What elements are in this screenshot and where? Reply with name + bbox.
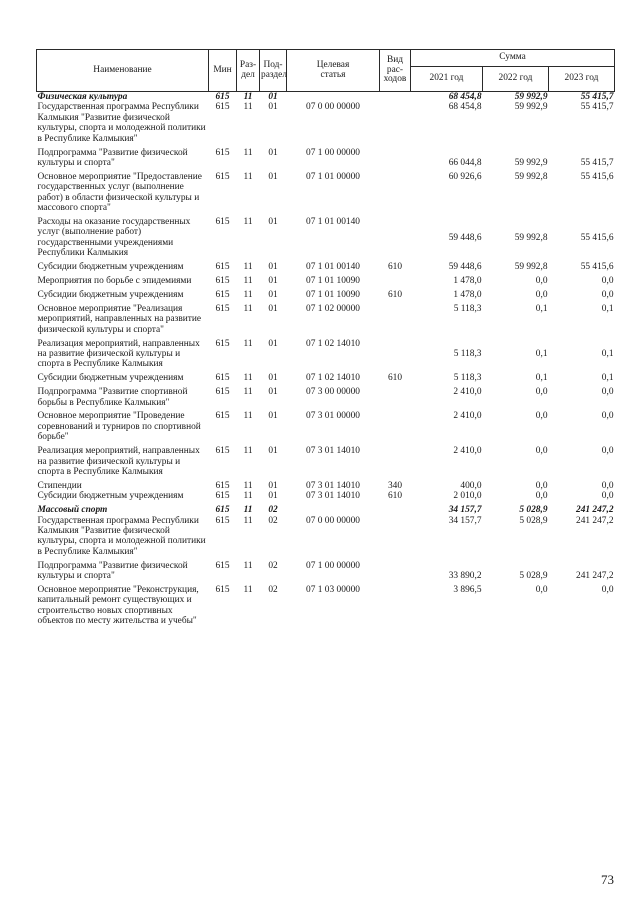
row-target-article: 07 1 02 00000 bbox=[306, 303, 360, 314]
row-sum-2021: 1 478,0 bbox=[453, 289, 482, 300]
row-razdel: 11 bbox=[243, 373, 253, 384]
row-expense-type bbox=[380, 92, 411, 103]
row-target-article: 07 3 01 14010 bbox=[306, 480, 360, 491]
row-sum-2023: 0,0 bbox=[601, 585, 614, 596]
row-ministry: 615 bbox=[215, 387, 230, 398]
row-razdel: 11 bbox=[243, 480, 253, 491]
row-sum-2022: 0,1 bbox=[535, 373, 548, 384]
row-name: Массовый спорт bbox=[37, 505, 108, 516]
row-sum-2023: 55 415,7 bbox=[580, 92, 614, 102]
row-sum-2023: 55 415,6 bbox=[580, 232, 614, 243]
row-podrazdel: 01 bbox=[268, 102, 278, 113]
row-razdel: 11 bbox=[243, 446, 253, 457]
row-name: Субсидии бюджетным учреждениям bbox=[37, 289, 184, 300]
row-target-article: 07 1 01 00140 bbox=[306, 262, 360, 273]
row-razdel: 11 bbox=[243, 147, 253, 158]
header-target-article: Целевая статья bbox=[287, 50, 380, 92]
row-name: Мероприятия по борьбе с эпидемиями bbox=[37, 276, 192, 286]
row-sum-2021: 68 454,8 bbox=[448, 102, 482, 113]
row-expense-type bbox=[380, 585, 411, 630]
row-sum-2023: 0,1 bbox=[601, 303, 614, 314]
row-razdel: 11 bbox=[243, 276, 253, 286]
table-row bbox=[37, 516, 615, 561]
row-razdel: 11 bbox=[243, 560, 253, 571]
row-sum-2022: 59 992,8 bbox=[514, 171, 548, 182]
header-name: Наименование bbox=[37, 50, 209, 92]
row-sum-2023: 55 415,6 bbox=[580, 262, 614, 273]
table-row bbox=[37, 92, 615, 103]
row-sum-2021: 60 926,6 bbox=[448, 171, 482, 182]
row-sum-2023: 0,0 bbox=[601, 446, 614, 457]
row-expense-type: 610 bbox=[387, 491, 403, 502]
row-sum-2021: 2 410,0 bbox=[453, 411, 482, 422]
row-name: Подпрограмма "Развитие физической культуры и спорта" bbox=[37, 147, 188, 168]
row-expense-type bbox=[380, 102, 411, 147]
row-sum-2023: 0,0 bbox=[601, 387, 614, 398]
row-ministry: 615 bbox=[215, 338, 230, 349]
row-target-article: 07 1 01 00140 bbox=[306, 216, 360, 227]
row-expense-type bbox=[380, 561, 411, 585]
row-name: Основное мероприятие "Реконструкция, капитальный ремонт существующих и строительство новых спортивных объектов по месту жительства и учебы" bbox=[37, 585, 199, 627]
row-razdel: 11 bbox=[243, 491, 253, 502]
row-ministry: 615 bbox=[215, 491, 230, 502]
row-ministry: 615 bbox=[215, 480, 230, 491]
row-sum-2023: 0,0 bbox=[601, 480, 614, 491]
row-sum-2022: 0,0 bbox=[535, 585, 548, 596]
header-podrazdel: Под- раздел bbox=[260, 50, 287, 92]
budget-sheet bbox=[36, 49, 614, 630]
row-sum-2022: 0,0 bbox=[535, 411, 548, 422]
header-year-2021: 2021 год bbox=[411, 67, 483, 92]
row-expense-type: 340 bbox=[387, 480, 403, 491]
row-ministry: 615 bbox=[215, 505, 230, 516]
row-expense-type: 610 bbox=[387, 262, 403, 273]
row-sum-2023: 55 415,7 bbox=[580, 157, 614, 168]
row-ministry: 615 bbox=[215, 446, 230, 457]
row-expense-type bbox=[380, 172, 411, 217]
row-podrazdel: 01 bbox=[268, 289, 278, 300]
budget-table bbox=[36, 49, 615, 630]
row-sum-2022: 0,0 bbox=[535, 289, 548, 300]
row-sum-2022: 0,0 bbox=[535, 276, 548, 286]
row-ministry: 615 bbox=[215, 92, 230, 102]
row-podrazdel: 02 bbox=[268, 505, 278, 516]
row-podrazdel: 01 bbox=[268, 411, 278, 422]
row-ministry: 615 bbox=[215, 373, 230, 384]
row-target-article: 07 1 03 00000 bbox=[306, 585, 360, 596]
row-ministry: 615 bbox=[215, 262, 230, 273]
row-sum-2022: 0,1 bbox=[535, 303, 548, 314]
row-razdel: 11 bbox=[243, 411, 253, 422]
header-year-2023: 2023 год bbox=[549, 67, 615, 92]
row-sum-2023: 241 247,2 bbox=[576, 505, 614, 516]
row-podrazdel: 01 bbox=[268, 446, 278, 457]
header-razdel: Раз- дел bbox=[237, 50, 260, 92]
row-sum-2021: 5 118,3 bbox=[453, 348, 482, 359]
row-razdel: 11 bbox=[243, 171, 253, 182]
row-target-article: 07 3 01 14010 bbox=[306, 491, 360, 502]
row-target-article: 07 1 00 00000 bbox=[306, 147, 360, 158]
row-expense-type bbox=[380, 304, 411, 339]
table-row bbox=[37, 561, 615, 585]
row-podrazdel: 01 bbox=[268, 92, 278, 102]
row-sum-2022: 59 992,8 bbox=[514, 262, 548, 273]
row-target-article: 07 1 01 10090 bbox=[306, 276, 360, 286]
page-number: 73 bbox=[601, 872, 614, 887]
row-target-article: 07 3 01 14010 bbox=[306, 446, 360, 457]
row-podrazdel: 01 bbox=[268, 338, 278, 349]
table-row bbox=[37, 290, 615, 304]
row-sum-2023: 0,0 bbox=[601, 289, 614, 300]
row-podrazdel: 02 bbox=[268, 515, 278, 526]
row-podrazdel: 01 bbox=[268, 480, 278, 491]
row-expense-type bbox=[380, 148, 411, 172]
row-razdel: 11 bbox=[243, 216, 253, 227]
table-row bbox=[37, 481, 615, 491]
row-name: Основное мероприятие "Проведение соревнований и турниров по спортивной борьбе" bbox=[37, 411, 201, 443]
row-sum-2021: 33 890,2 bbox=[448, 571, 482, 582]
row-sum-2023: 0,1 bbox=[601, 348, 614, 359]
table-row bbox=[37, 339, 615, 374]
row-sum-2021: 34 157,7 bbox=[448, 505, 482, 516]
row-podrazdel: 01 bbox=[268, 276, 278, 286]
row-ministry: 615 bbox=[215, 411, 230, 422]
row-expense-type bbox=[380, 446, 411, 481]
row-target-article: 07 1 02 14010 bbox=[306, 373, 360, 384]
row-target-article bbox=[287, 92, 380, 103]
row-razdel: 11 bbox=[243, 303, 253, 314]
row-ministry: 615 bbox=[215, 276, 230, 286]
row-target-article: 07 1 01 10090 bbox=[306, 289, 360, 300]
table-row bbox=[37, 585, 615, 630]
table-row bbox=[37, 172, 615, 217]
row-target-article: 07 3 00 00000 bbox=[306, 387, 360, 398]
row-name: Государственная программа Республики Калмыкия "Развитие физической культуры, спорта и молодежной политики в Республике Калмыкия" bbox=[37, 102, 206, 144]
row-razdel: 11 bbox=[243, 262, 253, 273]
row-sum-2023: 0,0 bbox=[601, 491, 614, 502]
row-expense-type bbox=[380, 387, 411, 411]
row-sum-2021: 3 896,5 bbox=[453, 585, 482, 596]
row-podrazdel: 01 bbox=[268, 387, 278, 398]
row-razdel: 11 bbox=[243, 102, 253, 113]
row-sum-2021: 59 448,6 bbox=[448, 262, 482, 273]
row-razdel: 11 bbox=[243, 515, 253, 526]
row-sum-2022: 5 028,9 bbox=[519, 505, 548, 516]
table-row bbox=[37, 217, 615, 262]
row-sum-2023: 241 247,2 bbox=[576, 515, 614, 526]
table-row bbox=[37, 505, 615, 515]
row-razdel: 11 bbox=[243, 289, 253, 300]
header-min: Мин bbox=[209, 50, 237, 92]
row-name: Субсидии бюджетным учреждениям bbox=[37, 262, 184, 273]
row-sum-2022: 59 992,9 bbox=[514, 102, 548, 113]
row-sum-2021: 5 118,3 bbox=[453, 303, 482, 314]
row-podrazdel: 01 bbox=[268, 373, 278, 384]
row-podrazdel: 01 bbox=[268, 147, 278, 158]
row-sum-2023: 0,0 bbox=[601, 411, 614, 422]
row-expense-type bbox=[380, 516, 411, 561]
table-body bbox=[37, 92, 615, 631]
row-sum-2022: 0,0 bbox=[535, 480, 548, 491]
row-target-article: 07 1 01 00000 bbox=[306, 171, 360, 182]
row-expense-type: 610 bbox=[387, 289, 403, 300]
row-expense-type bbox=[380, 217, 411, 262]
row-target-article: 07 1 02 14010 bbox=[306, 338, 360, 349]
row-podrazdel: 01 bbox=[268, 171, 278, 182]
table-row bbox=[37, 387, 615, 411]
row-ministry: 615 bbox=[215, 216, 230, 227]
row-sum-2023: 241 247,2 bbox=[576, 571, 614, 582]
row-sum-2021: 2 410,0 bbox=[453, 387, 482, 398]
row-sum-2021: 59 448,6 bbox=[448, 232, 482, 243]
row-sum-2022: 0,0 bbox=[535, 387, 548, 398]
row-sum-2021: 66 044,8 bbox=[448, 157, 482, 168]
row-ministry: 615 bbox=[215, 289, 230, 300]
row-name: Расходы на оказание государственных услуг (выполнение работ) государственными учреждениями Республики Калмыкия bbox=[37, 216, 191, 259]
row-sum-2023: 0,0 bbox=[601, 276, 614, 286]
row-name: Стипендии bbox=[37, 480, 82, 491]
row-sum-2022: 59 992,8 bbox=[514, 232, 548, 243]
table-row bbox=[37, 276, 615, 290]
row-podrazdel: 01 bbox=[268, 491, 278, 502]
row-sum-2022: 0,0 bbox=[535, 491, 548, 502]
table-row bbox=[37, 373, 615, 387]
row-name: Субсидии бюджетным учреждениям bbox=[37, 491, 184, 502]
row-name: Физическая культура bbox=[37, 92, 128, 102]
row-ministry: 615 bbox=[215, 102, 230, 113]
row-name: Подпрограмма "Развитие физической культуры и спорта" bbox=[37, 560, 188, 582]
table-row bbox=[37, 491, 615, 505]
row-podrazdel: 02 bbox=[268, 560, 278, 571]
row-sum-2022: 59 992,9 bbox=[514, 92, 548, 102]
row-sum-2022: 59 992,9 bbox=[514, 157, 548, 168]
row-name: Основное мероприятие "Предоставление государственных услуг (выполнение работ) в области физической культуры и массового спорта" bbox=[37, 171, 202, 214]
row-podrazdel: 02 bbox=[268, 585, 278, 596]
row-sum-2022: 5 028,9 bbox=[519, 571, 548, 582]
row-sum-2022: 0,1 bbox=[535, 348, 548, 359]
row-razdel: 11 bbox=[243, 387, 253, 398]
row-target-article: 07 0 00 00000 bbox=[306, 515, 360, 526]
table-row bbox=[37, 411, 615, 446]
row-ministry: 615 bbox=[215, 515, 230, 526]
row-sum-2023: 55 415,7 bbox=[580, 102, 614, 113]
row-ministry: 615 bbox=[215, 560, 230, 571]
row-razdel: 11 bbox=[243, 338, 253, 349]
row-sum-2021: 1 478,0 bbox=[453, 276, 482, 286]
row-podrazdel: 01 bbox=[268, 303, 278, 314]
row-target-article bbox=[287, 505, 380, 515]
row-sum-2023: 55 415,6 bbox=[580, 171, 614, 182]
row-razdel: 11 bbox=[243, 585, 253, 596]
row-razdel: 11 bbox=[243, 92, 253, 102]
table-row bbox=[37, 102, 615, 147]
row-razdel: 11 bbox=[243, 505, 253, 516]
header-sum: Сумма bbox=[411, 50, 615, 67]
table-row bbox=[37, 446, 615, 481]
table-row bbox=[37, 304, 615, 339]
row-name: Государственная программа Республики Калмыкия "Развитие физической культуры, спорта и молодежной политики в Республике Калмыкия" bbox=[37, 515, 206, 557]
header-year-2022: 2022 год bbox=[483, 67, 549, 92]
row-name: Основное мероприятие "Реализация мероприятий, направленных на развитие физической культуры и спорта" bbox=[37, 303, 202, 335]
row-sum-2023: 0,1 bbox=[601, 373, 614, 384]
row-target-article: 07 0 00 00000 bbox=[306, 102, 360, 113]
row-podrazdel: 01 bbox=[268, 216, 278, 227]
row-ministry: 615 bbox=[215, 147, 230, 158]
row-expense-type bbox=[380, 411, 411, 446]
row-sum-2021: 68 454,8 bbox=[448, 92, 482, 102]
row-sum-2021: 2 010,0 bbox=[453, 491, 482, 502]
row-target-article: 07 1 00 00000 bbox=[306, 560, 360, 571]
header-expense-type: Вид рас- ходов bbox=[380, 50, 411, 92]
row-ministry: 615 bbox=[215, 303, 230, 314]
row-ministry: 615 bbox=[215, 585, 230, 596]
row-podrazdel: 01 bbox=[268, 262, 278, 273]
row-target-article: 07 3 01 00000 bbox=[306, 411, 360, 422]
table-row bbox=[37, 148, 615, 172]
row-name: Реализация мероприятий, направленных на развитие физической культуры и спорта в Республике Калмыкия bbox=[37, 338, 200, 370]
row-name: Подпрограмма "Развитие спортивной борьбы в Республике Калмыкия" bbox=[37, 387, 188, 408]
row-name: Субсидии бюджетным учреждениям bbox=[37, 373, 184, 384]
row-name: Реализация мероприятий, направленных на развитие физической культуры и спорта в Республике Калмыкия bbox=[37, 446, 200, 477]
row-sum-2021: 2 410,0 bbox=[453, 446, 482, 457]
row-sum-2021: 5 118,3 bbox=[453, 373, 482, 384]
row-ministry: 615 bbox=[215, 171, 230, 182]
row-sum-2021: 34 157,7 bbox=[448, 515, 482, 526]
row-expense-type bbox=[380, 276, 411, 290]
row-expense-type bbox=[380, 505, 411, 515]
row-sum-2022: 5 028,9 bbox=[519, 515, 548, 526]
row-expense-type: 610 bbox=[387, 373, 403, 384]
row-sum-2022: 0,0 bbox=[535, 446, 548, 457]
row-expense-type bbox=[380, 339, 411, 374]
table-row bbox=[37, 262, 615, 276]
row-sum-2021: 400,0 bbox=[460, 480, 482, 491]
